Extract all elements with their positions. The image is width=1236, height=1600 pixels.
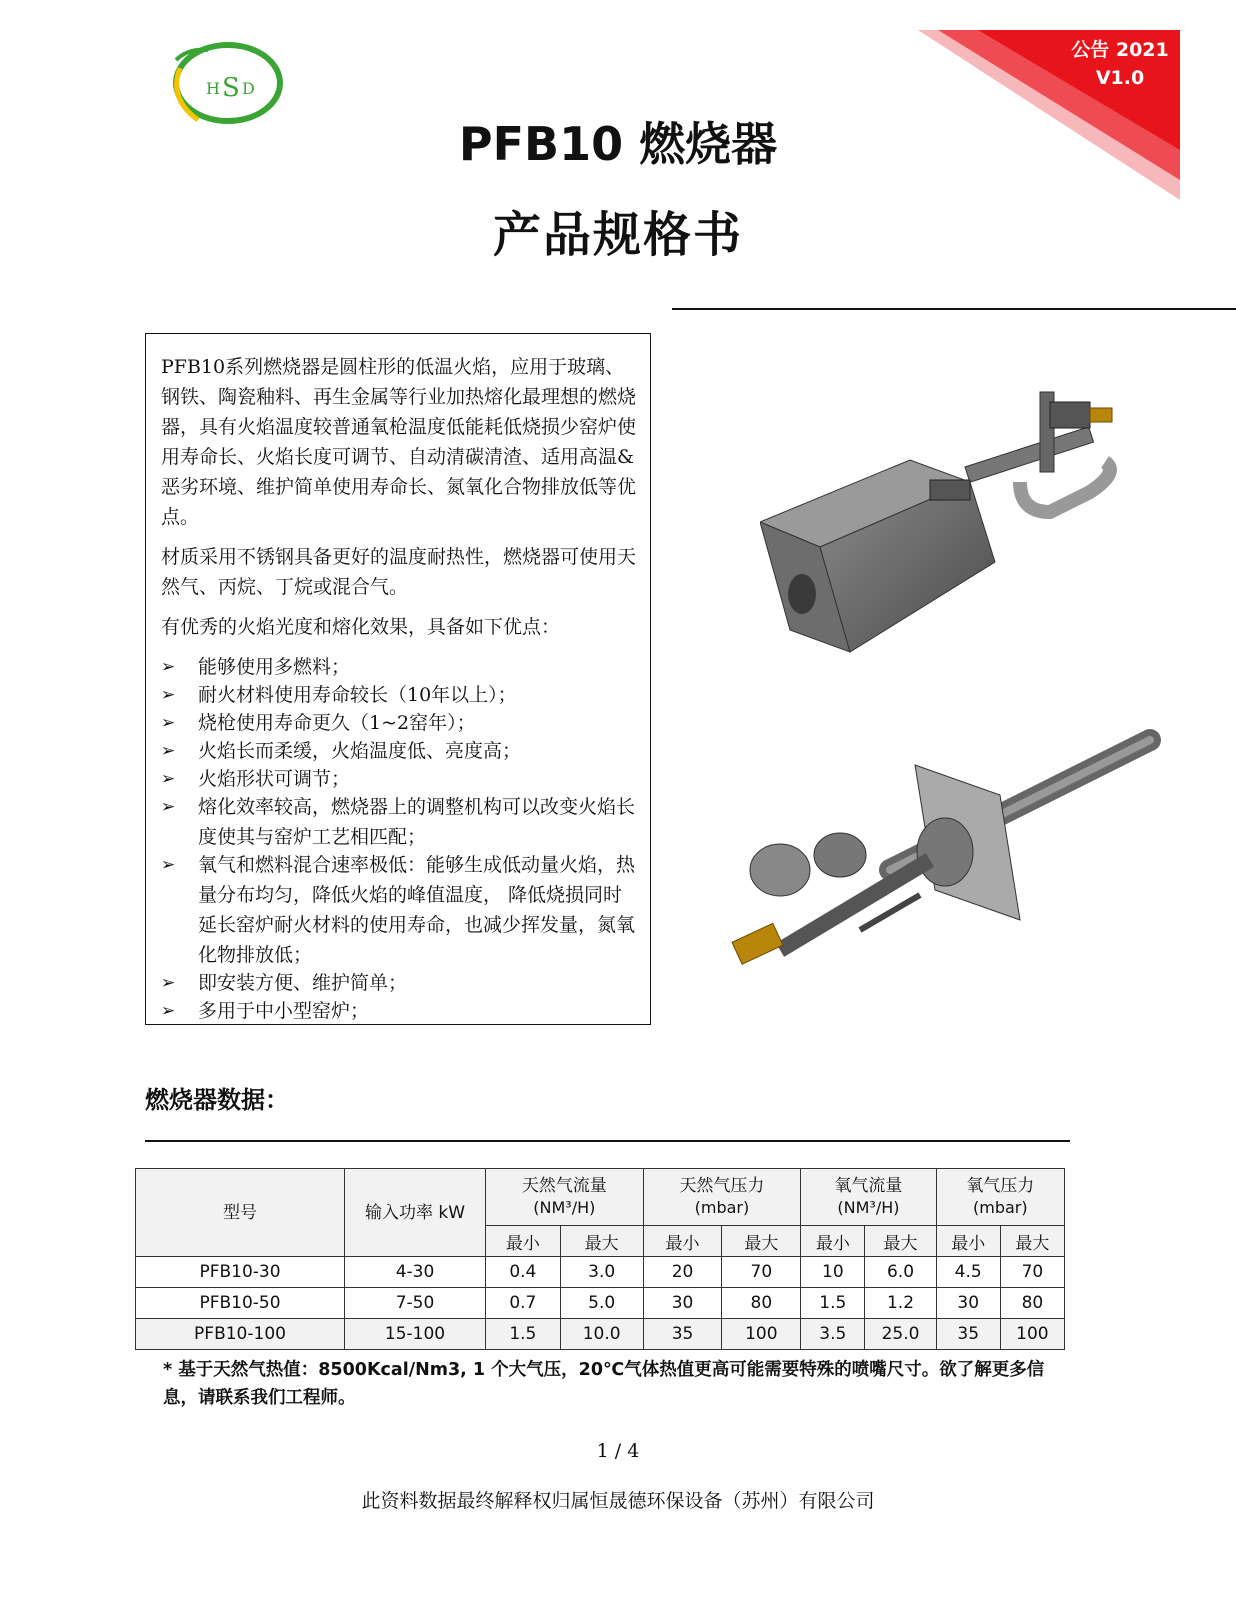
table-row: [136, 1319, 1065, 1350]
intro-box: [145, 333, 651, 1025]
cell-model: PFB10-100: [136, 1319, 345, 1350]
header-min: 最小: [801, 1226, 865, 1257]
header-ng-flow: [486, 1169, 644, 1226]
burner-data-table: [135, 1168, 1065, 1350]
cell-value: 5.0: [560, 1288, 643, 1319]
arrow-bullet-icon: ➢: [161, 797, 176, 817]
header-ng-pressure: [643, 1169, 801, 1226]
header-divider: [672, 308, 1236, 310]
list-item: ➢ 能够使用多燃料；: [161, 652, 636, 682]
list-item: ➢ 多用于中小型窑炉；: [161, 996, 636, 1026]
header-min: 最小: [486, 1226, 561, 1257]
cell-value: 3.5: [801, 1319, 865, 1350]
header-ng-flow-unit: (NM³/H): [533, 1198, 596, 1217]
banner-version: V1.0: [1095, 67, 1145, 89]
header-min: 最小: [643, 1226, 722, 1257]
cell-value: 1.2: [865, 1288, 936, 1319]
cell-value: 80: [722, 1288, 801, 1319]
cell-value: 30: [643, 1288, 722, 1319]
list-item: ➢ 烧枪使用寿命更久（1~2窑年）；: [161, 708, 636, 738]
list-item: ➢ 氧气和燃料混合速率极低：能够生成低动量火焰，热量分布均匀，降低火焰的峰值温度， 降低烧损同时延长窑炉耐火材料的使用寿命，也减少挥发量，氮氧化物排放低；: [161, 850, 636, 970]
arrow-bullet-icon: ➢: [161, 769, 176, 789]
list-item: ➢ 熔化效率较高，燃烧器上的调整机构可以改变火焰长度使其与窑炉工艺相匹配；: [161, 792, 636, 852]
arrow-bullet-icon: ➢: [161, 973, 176, 993]
cell-value: 35: [936, 1319, 1000, 1350]
header-max: 最大: [560, 1226, 643, 1257]
cell-value: 80: [1000, 1288, 1064, 1319]
intro-paragraph-1: PFB10系列燃烧器是圆柱形的低温火焰，应用于玻璃、钢铁、陶瓷釉料、再生金属等行业加热熔化最理想的燃烧器，具有火焰温度较普通氧枪温度低能耗低烧损少窑炉使用寿命长、火焰长度可调节、自动清碳清渣、适用高温&恶劣环境、维护简单使用寿命长、氮氧化合物排放低等优点。: [161, 356, 637, 528]
cell-power: 4-30: [345, 1257, 486, 1288]
cell-value: 20: [643, 1257, 722, 1288]
cell-value: 35: [643, 1319, 722, 1350]
section-divider: [145, 1140, 1070, 1142]
table-row: [136, 1288, 1065, 1319]
header-o2-flow-label: 氧气流量: [834, 1176, 903, 1196]
cell-value: 25.0: [865, 1319, 936, 1350]
header-max: 最大: [865, 1226, 936, 1257]
header-model: 型号: [136, 1169, 345, 1257]
section-title: 燃烧器数据：: [145, 1086, 289, 1114]
cell-model: PFB10-30: [136, 1257, 345, 1288]
banner-label: [1060, 36, 1180, 92]
cell-value: 1.5: [486, 1319, 561, 1350]
arrow-bullet-icon: ➢: [161, 855, 176, 875]
list-item: ➢ 火焰形状可调节；: [161, 764, 636, 794]
cell-value: 10: [801, 1257, 865, 1288]
arrow-bullet-icon: ➢: [161, 1001, 176, 1021]
cell-value: 0.4: [486, 1257, 561, 1288]
header-o2-pressure: [936, 1169, 1064, 1226]
cell-power: 7-50: [345, 1288, 486, 1319]
cell-value: 3.0: [560, 1257, 643, 1288]
feature-list: [161, 652, 636, 1026]
arrow-bullet-icon: ➢: [161, 685, 176, 705]
intro-paragraph-3: 有优秀的火焰光度和熔化效果，具备如下优点：: [161, 616, 561, 638]
page-number: 1 / 4: [596, 1440, 640, 1462]
cell-model: PFB10-50: [136, 1288, 345, 1319]
header-o2-pressure-unit: (mbar): [973, 1198, 1028, 1217]
arrow-bullet-icon: ➢: [161, 713, 176, 733]
header-ng-pressure-label: 天然气压力: [679, 1176, 765, 1196]
arrow-bullet-icon: ➢: [161, 741, 176, 761]
arrow-bullet-icon: ➢: [161, 657, 176, 677]
header-ng-flow-label: 天然气流量: [521, 1176, 607, 1196]
cell-value: 70: [1000, 1257, 1064, 1288]
table-row: [136, 1257, 1065, 1288]
list-item: ➢ 火焰长而柔缓，火焰温度低、亮度高；: [161, 736, 636, 766]
cell-value: 100: [1000, 1319, 1064, 1350]
document-subtitle: 产品规格书: [492, 207, 743, 263]
list-item: ➢ 耐火材料使用寿命较长（10年以上）；: [161, 680, 636, 710]
cell-value: 6.0: [865, 1257, 936, 1288]
cell-value: 70: [722, 1257, 801, 1288]
cell-value: 10.0: [560, 1319, 643, 1350]
header-max: 最大: [722, 1226, 801, 1257]
logo-letter-d: D: [242, 79, 255, 98]
table-footnote: * 基于天然气热值：8500Kcal/Nm3, 1 个大气压，20℃气体热值更高可能需要特殊的喷嘴尺寸。欲了解更多信息，请联系我们工程师。: [163, 1360, 1045, 1408]
intro-paragraph-2: 材质采用不锈钢具备更好的温度耐热性，燃烧器可使用天然气、丙烷、丁烷或混合气。: [161, 546, 637, 598]
list-item: ➢ 即安装方便、维护简单；: [161, 968, 636, 998]
cell-value: 4.5: [936, 1257, 1000, 1288]
cell-value: 100: [722, 1319, 801, 1350]
logo-letter-h: H: [206, 79, 220, 98]
cell-value: 30: [936, 1288, 1000, 1319]
document-title: PFB10 燃烧器: [458, 117, 778, 171]
burner-lance-illustration: [730, 720, 1180, 1000]
header-o2-flow-unit: (NM³/H): [837, 1198, 900, 1217]
header-min: 最小: [936, 1226, 1000, 1257]
cell-value: 0.7: [486, 1288, 561, 1319]
header-o2-flow: [801, 1169, 936, 1226]
page-footer: 此资料数据最终解释权归属恒晟德环保设备（苏州）有限公司: [361, 1490, 875, 1512]
logo-letter-s: S: [222, 73, 240, 103]
header-o2-pressure-label: 氧气压力: [966, 1176, 1035, 1196]
burner-block-illustration: [760, 372, 1140, 670]
header-power: 输入功率 kW: [345, 1169, 486, 1257]
cell-power: 15-100: [345, 1319, 486, 1350]
banner-line1: 公告 2021: [1071, 39, 1169, 61]
cell-value: 1.5: [801, 1288, 865, 1319]
header-max: 最大: [1000, 1226, 1064, 1257]
header-ng-pressure-unit: (mbar): [694, 1198, 750, 1217]
